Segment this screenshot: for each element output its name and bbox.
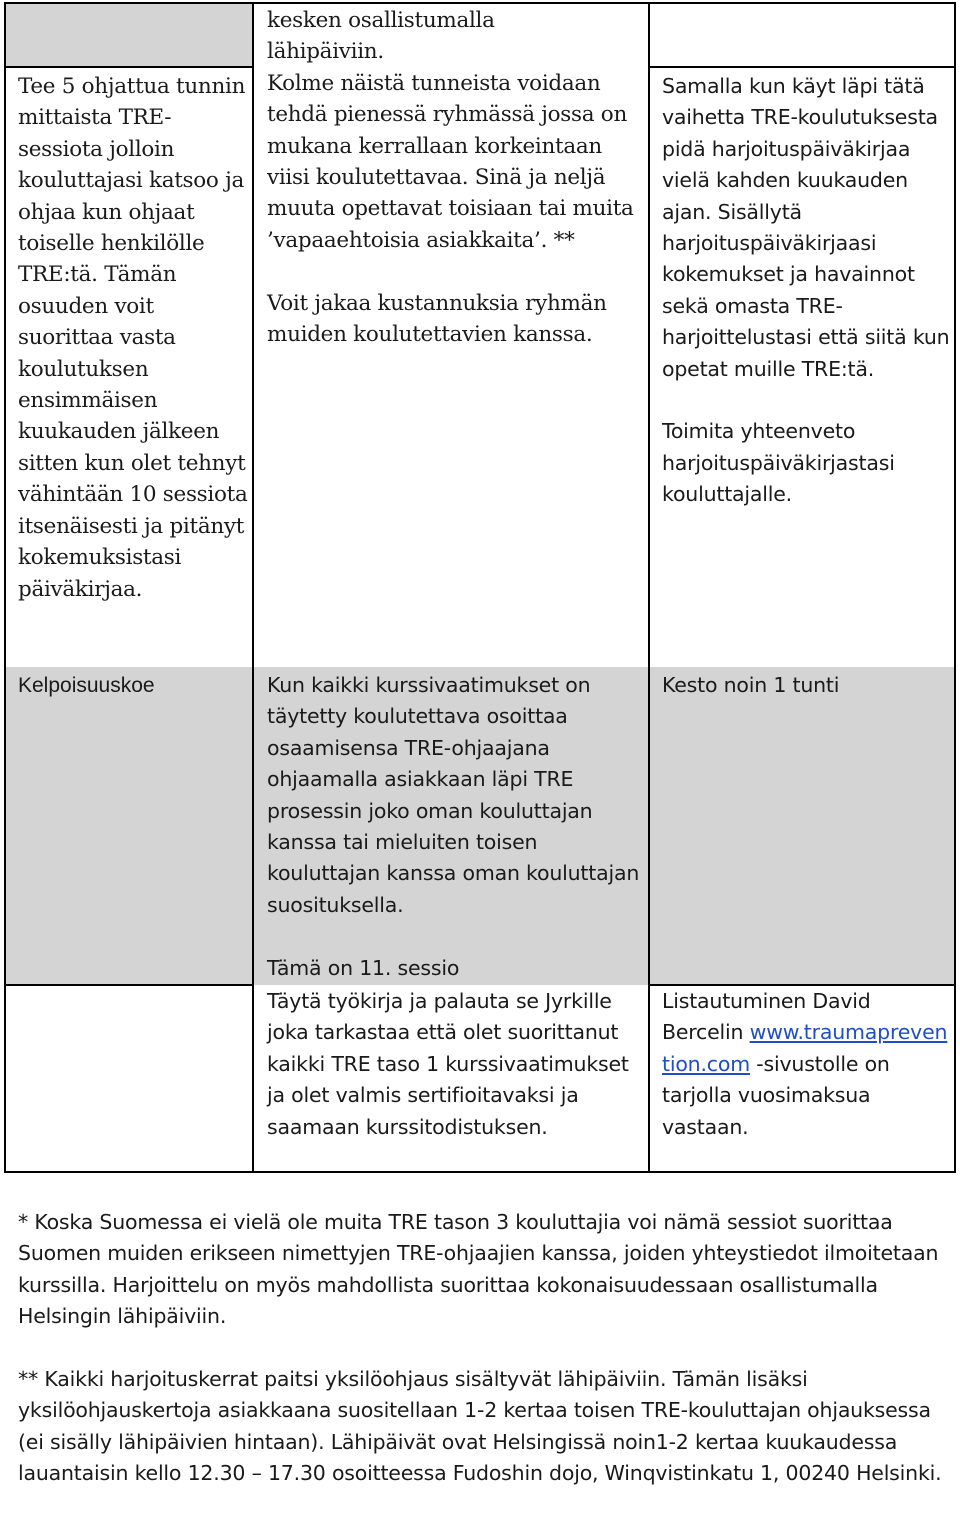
cell-r0c1-bg bbox=[5, 3, 253, 67]
footnote-2: ** Kaikki harjoituskerrat paitsi yksilöohjaus sisältyvät lähipäiviin. Tämän lisäksi yksilöohjauskertoja asiakkaana suositellaan 1-2 kertaa toisen TRE-kouluttajan ohjauksessa (ei sisälly lähipäivien hintaan). Lähipäivät ovat Helsingissä noin1-2 kertaa kuukaudessa lauantaisin kello 12.30 – 17.30 osoitteessa Fudoshin dojo, Winqvistinkatu 1, 00240 Helsinki. bbox=[18, 1367, 942, 1486]
table-border-bottom bbox=[4, 1171, 956, 1173]
table-border-right bbox=[954, 2, 956, 1173]
cell-r2c1 bbox=[18, 670, 248, 701]
cell-r1c3 bbox=[662, 71, 950, 511]
table-col-divider-1 bbox=[252, 2, 254, 1173]
cell-r2c3 bbox=[662, 670, 950, 701]
cell-r1c1 bbox=[18, 71, 248, 605]
footnotes bbox=[18, 1207, 943, 1490]
table-border-top bbox=[4, 2, 956, 4]
r3c3-pre-text: Listautuminen David Bercelin bbox=[662, 989, 871, 1045]
table-border-left bbox=[4, 2, 6, 1173]
table-row-divider-b bbox=[648, 66, 956, 68]
r1c2-paragraph-2: Voit jakaa kustannuksia ryhmän muiden koulutettavien kanssa. bbox=[267, 290, 607, 348]
r2c1-label: Kelpoisuuskoe bbox=[18, 674, 155, 697]
r2c2-session-note: Tämä on 11. sessio bbox=[267, 955, 460, 980]
r1c2-top-text: kesken osallistumalla lähipäiviin. bbox=[267, 8, 495, 65]
cell-r3c2 bbox=[267, 986, 643, 1143]
r3c2-text: Täytä työkirja ja palauta se Jyrkille joka tarkastaa että olet suorittanut kaikki TRE taso 1 kurssivaatimukset ja olet valmis sertifioitavaksi ja saamaan kurssitodistuksen. bbox=[267, 989, 629, 1139]
r2c3-duration: Kesto noin 1 tunti bbox=[662, 673, 840, 697]
table-row-divider-c bbox=[4, 984, 254, 986]
cell-r1c2 bbox=[267, 5, 645, 350]
r1c3-paragraph-1: Samalla kun käyt läpi tätä vaihetta TRE-koulutuksesta pidä harjoituspäiväkirjaa vielä kahden kuukauden ajan. Sisällytä harjoituspäiväkirjaasi kokemukset ja havainnot sekä omasta TRE-harjoittelustasi että siitä kun opetat muille TRE:tä. bbox=[662, 74, 950, 381]
r1c2-paragraph-1: Kolme näistä tunneista voidaan tehdä pienessä ryhmässä jossa on mukana kerrallaan korkeintaan viisi koulutettavaa. Sinä ja neljä muuta opettavat toisiaan tai muita ’vapaaehtoisia asiakkaita’. ** bbox=[267, 70, 634, 253]
r1c1-text: Tee 5 ohjattua tunnin mittaista TRE-sessiota jolloin kouluttajasi katsoo ja ohjaa kun ohjaat toiselle henkilölle TRE:tä. Tämän osuuden voit suorittaa vasta koulutuksen ensimmäisen kuukauden jälkeen sitten kun olet tehnyt vähintään 10 sessiota itsenäisesti ja pitänyt kokemuksistasi päiväkirjaa. bbox=[18, 74, 248, 602]
r3c3-post-text: -sivustolle on tarjolla vuosimaksua vastaan. bbox=[662, 1051, 890, 1139]
cell-r2c2 bbox=[267, 670, 643, 984]
cell-r2c1-bg bbox=[5, 667, 253, 985]
cell-r2c3-bg bbox=[649, 667, 955, 985]
r1c3-paragraph-2: Toimita yhteenveto harjoituspäiväkirjastasi kouluttajalle. bbox=[662, 419, 895, 507]
table-row-divider-a bbox=[4, 66, 254, 68]
r3c3-text bbox=[662, 986, 950, 1143]
traumaprevention-link[interactable]: www.traumaprevention.com bbox=[662, 1020, 948, 1076]
cell-r3c3 bbox=[662, 986, 950, 1143]
footnote-1: * Koska Suomessa ei vielä ole muita TRE tason 3 kouluttajia voi nämä sessiot suorittaa Suomen muiden erikseen nimettyjen TRE-ohjaajien kanssa, joiden yhteystiedot ilmoitetaan kurssilla. Harjoittelu on myös mahdollista suorittaa kokonaisuudessaan osallistumalla Helsingin lähipäiviin. bbox=[18, 1210, 939, 1329]
r2c2-paragraph-1: Kun kaikki kurssivaatimukset on täytetty koulutettava osoittaa osaamisensa TRE-ohjaajana ohjaamalla asiakkaan läpi TRE prosessin joko oman kouluttajan kanssa tai mieluiten toisen kouluttajan kanssa oman kouluttajan suosituksella. bbox=[267, 673, 640, 917]
table-col-divider-2 bbox=[648, 2, 650, 1173]
